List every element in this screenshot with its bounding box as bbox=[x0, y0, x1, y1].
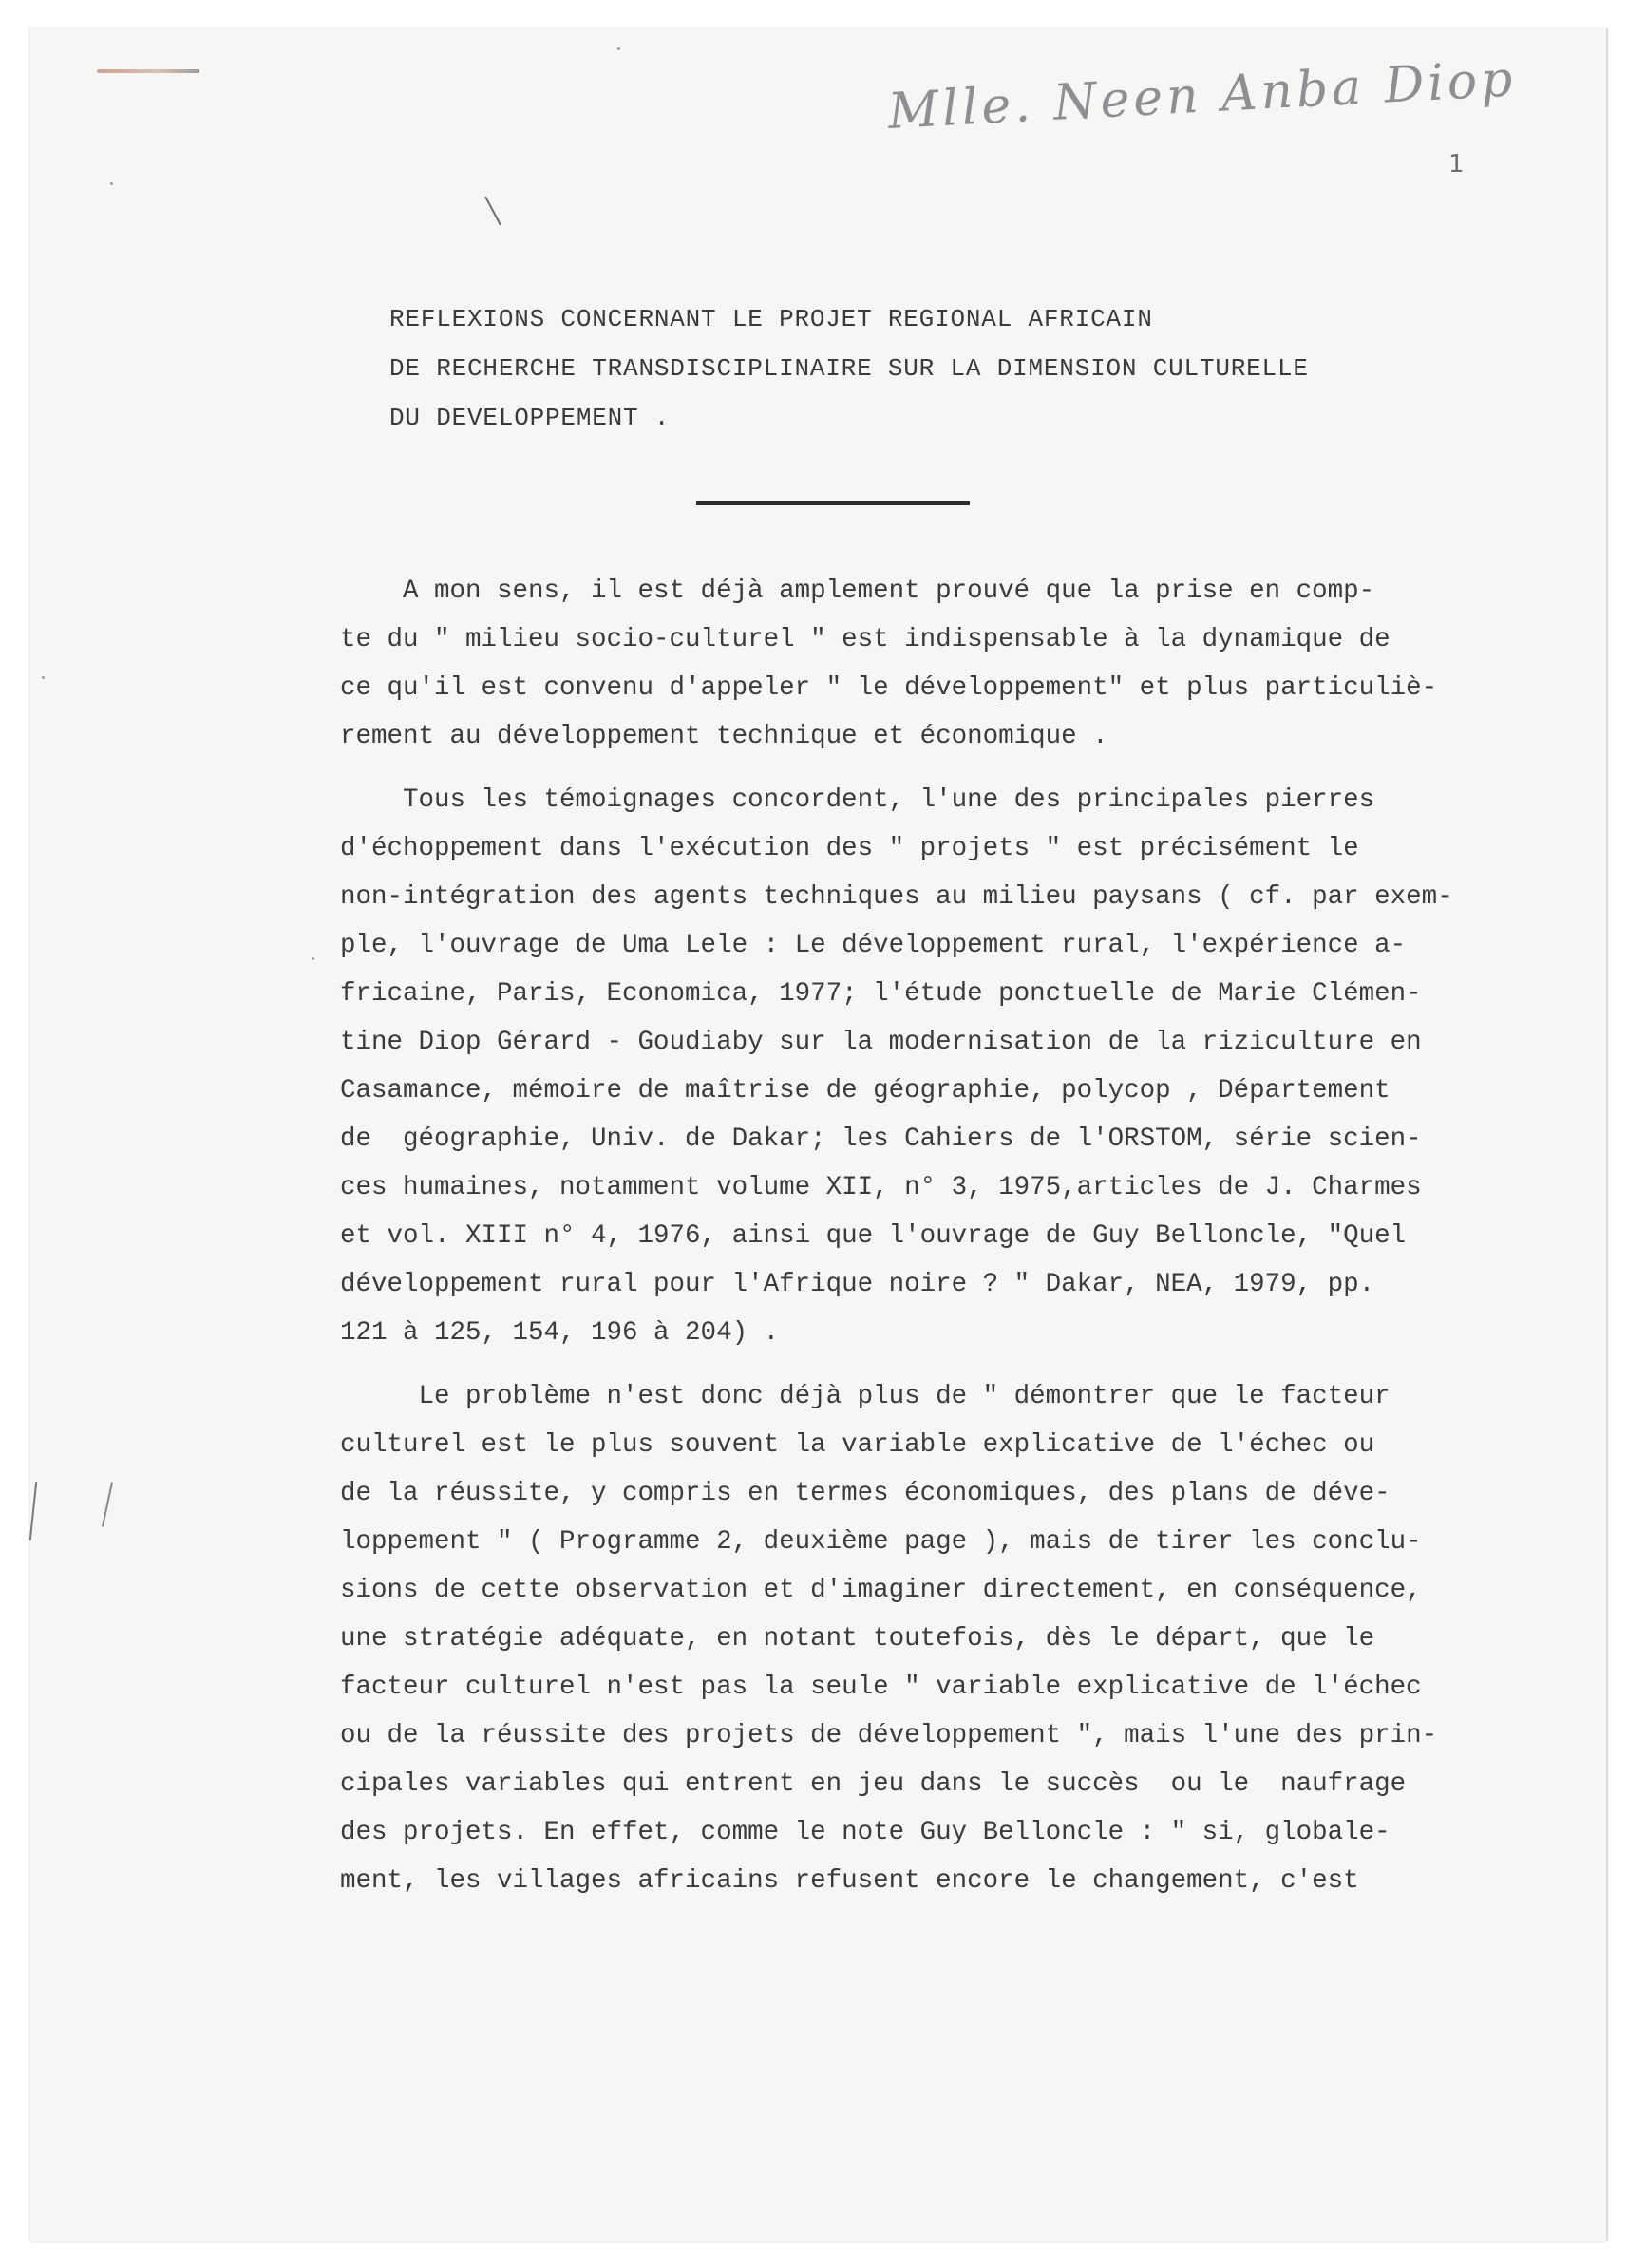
text-line: rement au développement technique et économique . bbox=[340, 722, 1108, 751]
text-line: non-intégration des agents techniques au milieu paysans ( cf. par exem- bbox=[340, 882, 1453, 912]
title-line: DU DEVELOPPEMENT . bbox=[389, 404, 671, 432]
title-line: REFLEXIONS CONCERNANT LE PROJET REGIONAL AFRICAIN bbox=[389, 305, 1153, 333]
text-line: fricaine, Paris, Economica, 1977; l'étude ponctuelle de Marie Clémen- bbox=[340, 979, 1422, 1009]
title-line: DE RECHERCHE TRANSDISCIPLINAIRE SUR LA DIMENSION CULTURELLE bbox=[389, 354, 1309, 383]
sheet-edge-shadow bbox=[1606, 28, 1608, 2241]
text-line: Le problème n'est donc déjà plus de " démontrer que le facteur bbox=[340, 1382, 1391, 1411]
text-line: de la réussite, y compris en termes économiques, des plans de déve- bbox=[340, 1479, 1391, 1508]
paragraph-1 bbox=[340, 567, 1556, 761]
text-line: de géographie, Univ. de Dakar; les Cahiers de l'ORSTOM, série scien- bbox=[340, 1125, 1422, 1154]
paragraph-3 bbox=[340, 1372, 1556, 1905]
text-line: culturel est le plus souvent la variable explicative de l'échec ou bbox=[340, 1430, 1375, 1460]
text-line: tine Diop Gérard - Goudiaby sur la modernisation de la riziculture en bbox=[340, 1028, 1422, 1057]
text-line: ces humaines, notamment volume XII, n° 3, 1975,articles de J. Charmes bbox=[340, 1173, 1422, 1202]
text-line: sions de cette observation et d'imaginer directement, en conséquence, bbox=[340, 1576, 1422, 1605]
paper-speck bbox=[312, 957, 314, 960]
title-underline-rule bbox=[696, 501, 970, 505]
text-line: des projets. En effet, comme le note Guy Belloncle : " si, globale- bbox=[340, 1818, 1391, 1847]
text-line: ce qu'il est convenu d'appeler " le développement" et plus particuliè- bbox=[340, 673, 1438, 703]
page-number: 1 bbox=[1448, 150, 1465, 179]
text-line: ou de la réussite des projets de développement ", mais l'une des prin- bbox=[340, 1721, 1438, 1750]
paper-speck bbox=[617, 47, 620, 50]
paper-speck bbox=[42, 676, 45, 679]
text-line: loppement " ( Programme 2, deuxième page ), mais de tirer les conclu- bbox=[340, 1527, 1422, 1557]
text-line: ple, l'ouvrage de Uma Lele : Le développement rural, l'expérience a- bbox=[340, 931, 1407, 960]
text-line: A mon sens, il est déjà amplement prouvé que la prise en comp- bbox=[340, 576, 1375, 606]
text-line: 121 à 125, 154, 196 à 204) . bbox=[340, 1318, 780, 1348]
text-line: ment, les villages africains refusent encore le changement, c'est bbox=[340, 1866, 1359, 1896]
staple-mark bbox=[97, 69, 199, 73]
text-line: cipales variables qui entrent en jeu dans le succès ou le naufrage bbox=[340, 1769, 1407, 1799]
text-line: Tous les témoignages concordent, l'une des principales pierres bbox=[340, 785, 1375, 815]
text-line: Casamance, mémoire de maîtrise de géographie, polycop , Département bbox=[340, 1076, 1391, 1106]
document-title bbox=[389, 294, 1309, 443]
paper-speck bbox=[110, 182, 113, 185]
text-line: d'échoppement dans l'exécution des " projets " est précisément le bbox=[340, 834, 1359, 863]
text-line: facteur culturel n'est pas la seule " variable explicative de l'échec bbox=[340, 1673, 1422, 1702]
text-line: et vol. XIII n° 4, 1976, ainsi que l'ouvrage de Guy Belloncle, "Quel bbox=[340, 1221, 1407, 1251]
text-line: te du " milieu socio-culturel " est indispensable à la dynamique de bbox=[340, 625, 1391, 654]
text-line: une stratégie adéquate, en notant toutefois, dès le départ, que le bbox=[340, 1624, 1375, 1654]
text-line: développement rural pour l'Afrique noire ? " Dakar, NEA, 1979, pp. bbox=[340, 1270, 1375, 1299]
paragraph-2 bbox=[340, 776, 1556, 1357]
handwritten-annotation: Mlle. Neen Anba Diop bbox=[886, 50, 1518, 141]
document-body bbox=[340, 567, 1556, 1920]
